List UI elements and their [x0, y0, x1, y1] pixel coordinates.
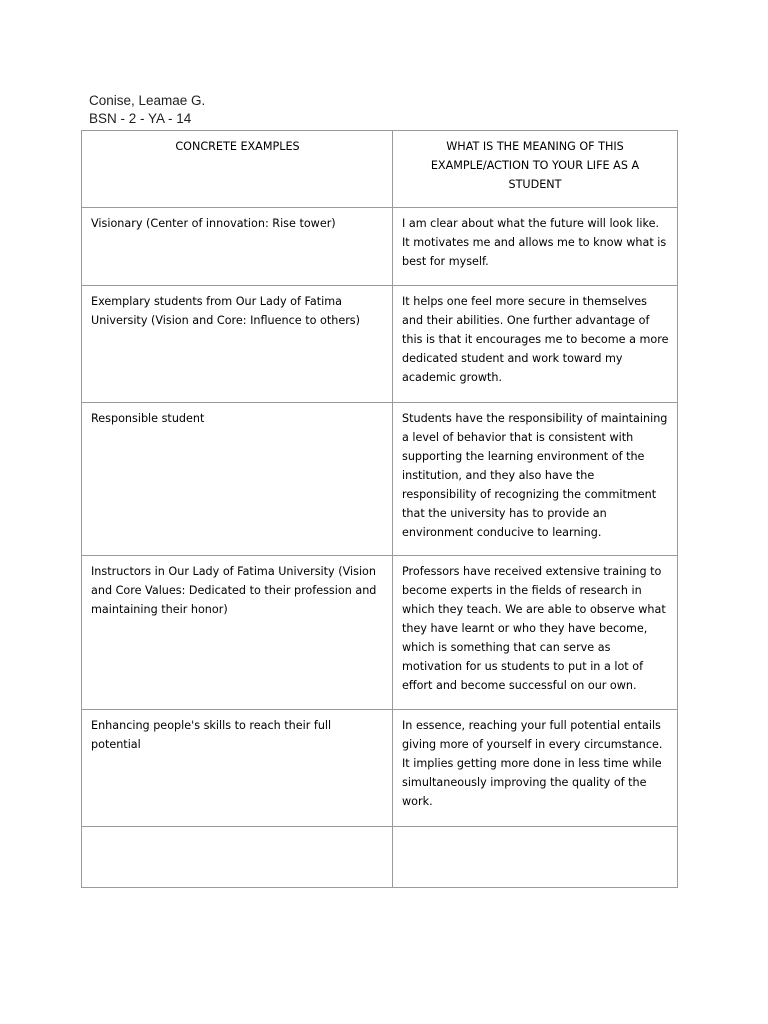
- table-row-empty: [82, 827, 678, 888]
- example-cell: [82, 403, 393, 556]
- meaning-cell: [393, 710, 678, 827]
- student-name: Conise, Leamae G.: [89, 93, 206, 108]
- meaning-text: It helps one feel more secure in themselves and their abilities. One further advantage of this is that it encourages me to become a more dedicated student and work toward my academic growth.: [402, 295, 669, 384]
- example-text: Exemplary students from Our Lady of Fatima University (Vision and Core: Influence to others): [91, 295, 360, 327]
- header-concrete-examples: [82, 131, 393, 208]
- student-header: [89, 92, 205, 128]
- student-section: BSN - 2 - YA - 14: [89, 111, 192, 126]
- table-row: [82, 556, 678, 710]
- example-text: Responsible student: [91, 412, 205, 425]
- table-row: [82, 710, 678, 827]
- meaning-text: I am clear about what the future will look like. It motivates me and allows me to know what is best for myself.: [402, 217, 667, 268]
- meaning-cell: [393, 208, 678, 286]
- example-cell: [82, 208, 393, 286]
- header-label: WHAT IS THE MEANING OF THIS EXAMPLE/ACTION TO YOUR LIFE AS A STUDENT: [430, 140, 640, 191]
- meaning-cell: [393, 286, 678, 403]
- example-text: Instructors in Our Lady of Fatima University (Vision and Core Values: Dedicated to their profession and maintaining their honor): [91, 565, 377, 616]
- concrete-examples-table: [81, 130, 678, 888]
- example-cell: [82, 827, 393, 888]
- example-text: Visionary (Center of innovation: Rise tower): [91, 217, 336, 230]
- example-cell: [82, 286, 393, 403]
- example-cell: [82, 556, 393, 710]
- meaning-cell: [393, 403, 678, 556]
- header-label: CONCRETE EXAMPLES: [175, 140, 300, 153]
- table-row: [82, 208, 678, 286]
- table-header-row: [82, 131, 678, 208]
- example-cell: [82, 710, 393, 827]
- header-meaning: [393, 131, 678, 208]
- meaning-text: Students have the responsibility of maintaining a level of behavior that is consistent with supporting the learning environment of the institution, and they also have the responsibility of recognizing the commitment that the university has to provide an environment conducive to learning.: [402, 412, 668, 539]
- meaning-text: Professors have received extensive training to become experts in the fields of research in which they teach. We are able to observe what they have learnt or who they have become, which is something that can serve as motivation for us students to put in a lot of effort and become successful on our own.: [402, 565, 666, 692]
- example-text: Enhancing people's skills to reach their full potential: [91, 719, 332, 751]
- meaning-text: In essence, reaching your full potential entails giving more of yourself in every circumstance. It implies getting more done in less time while simultaneously improving the quality of the work.: [402, 719, 663, 808]
- meaning-cell: [393, 556, 678, 710]
- table-row: [82, 286, 678, 403]
- table-row: [82, 403, 678, 556]
- meaning-cell: [393, 827, 678, 888]
